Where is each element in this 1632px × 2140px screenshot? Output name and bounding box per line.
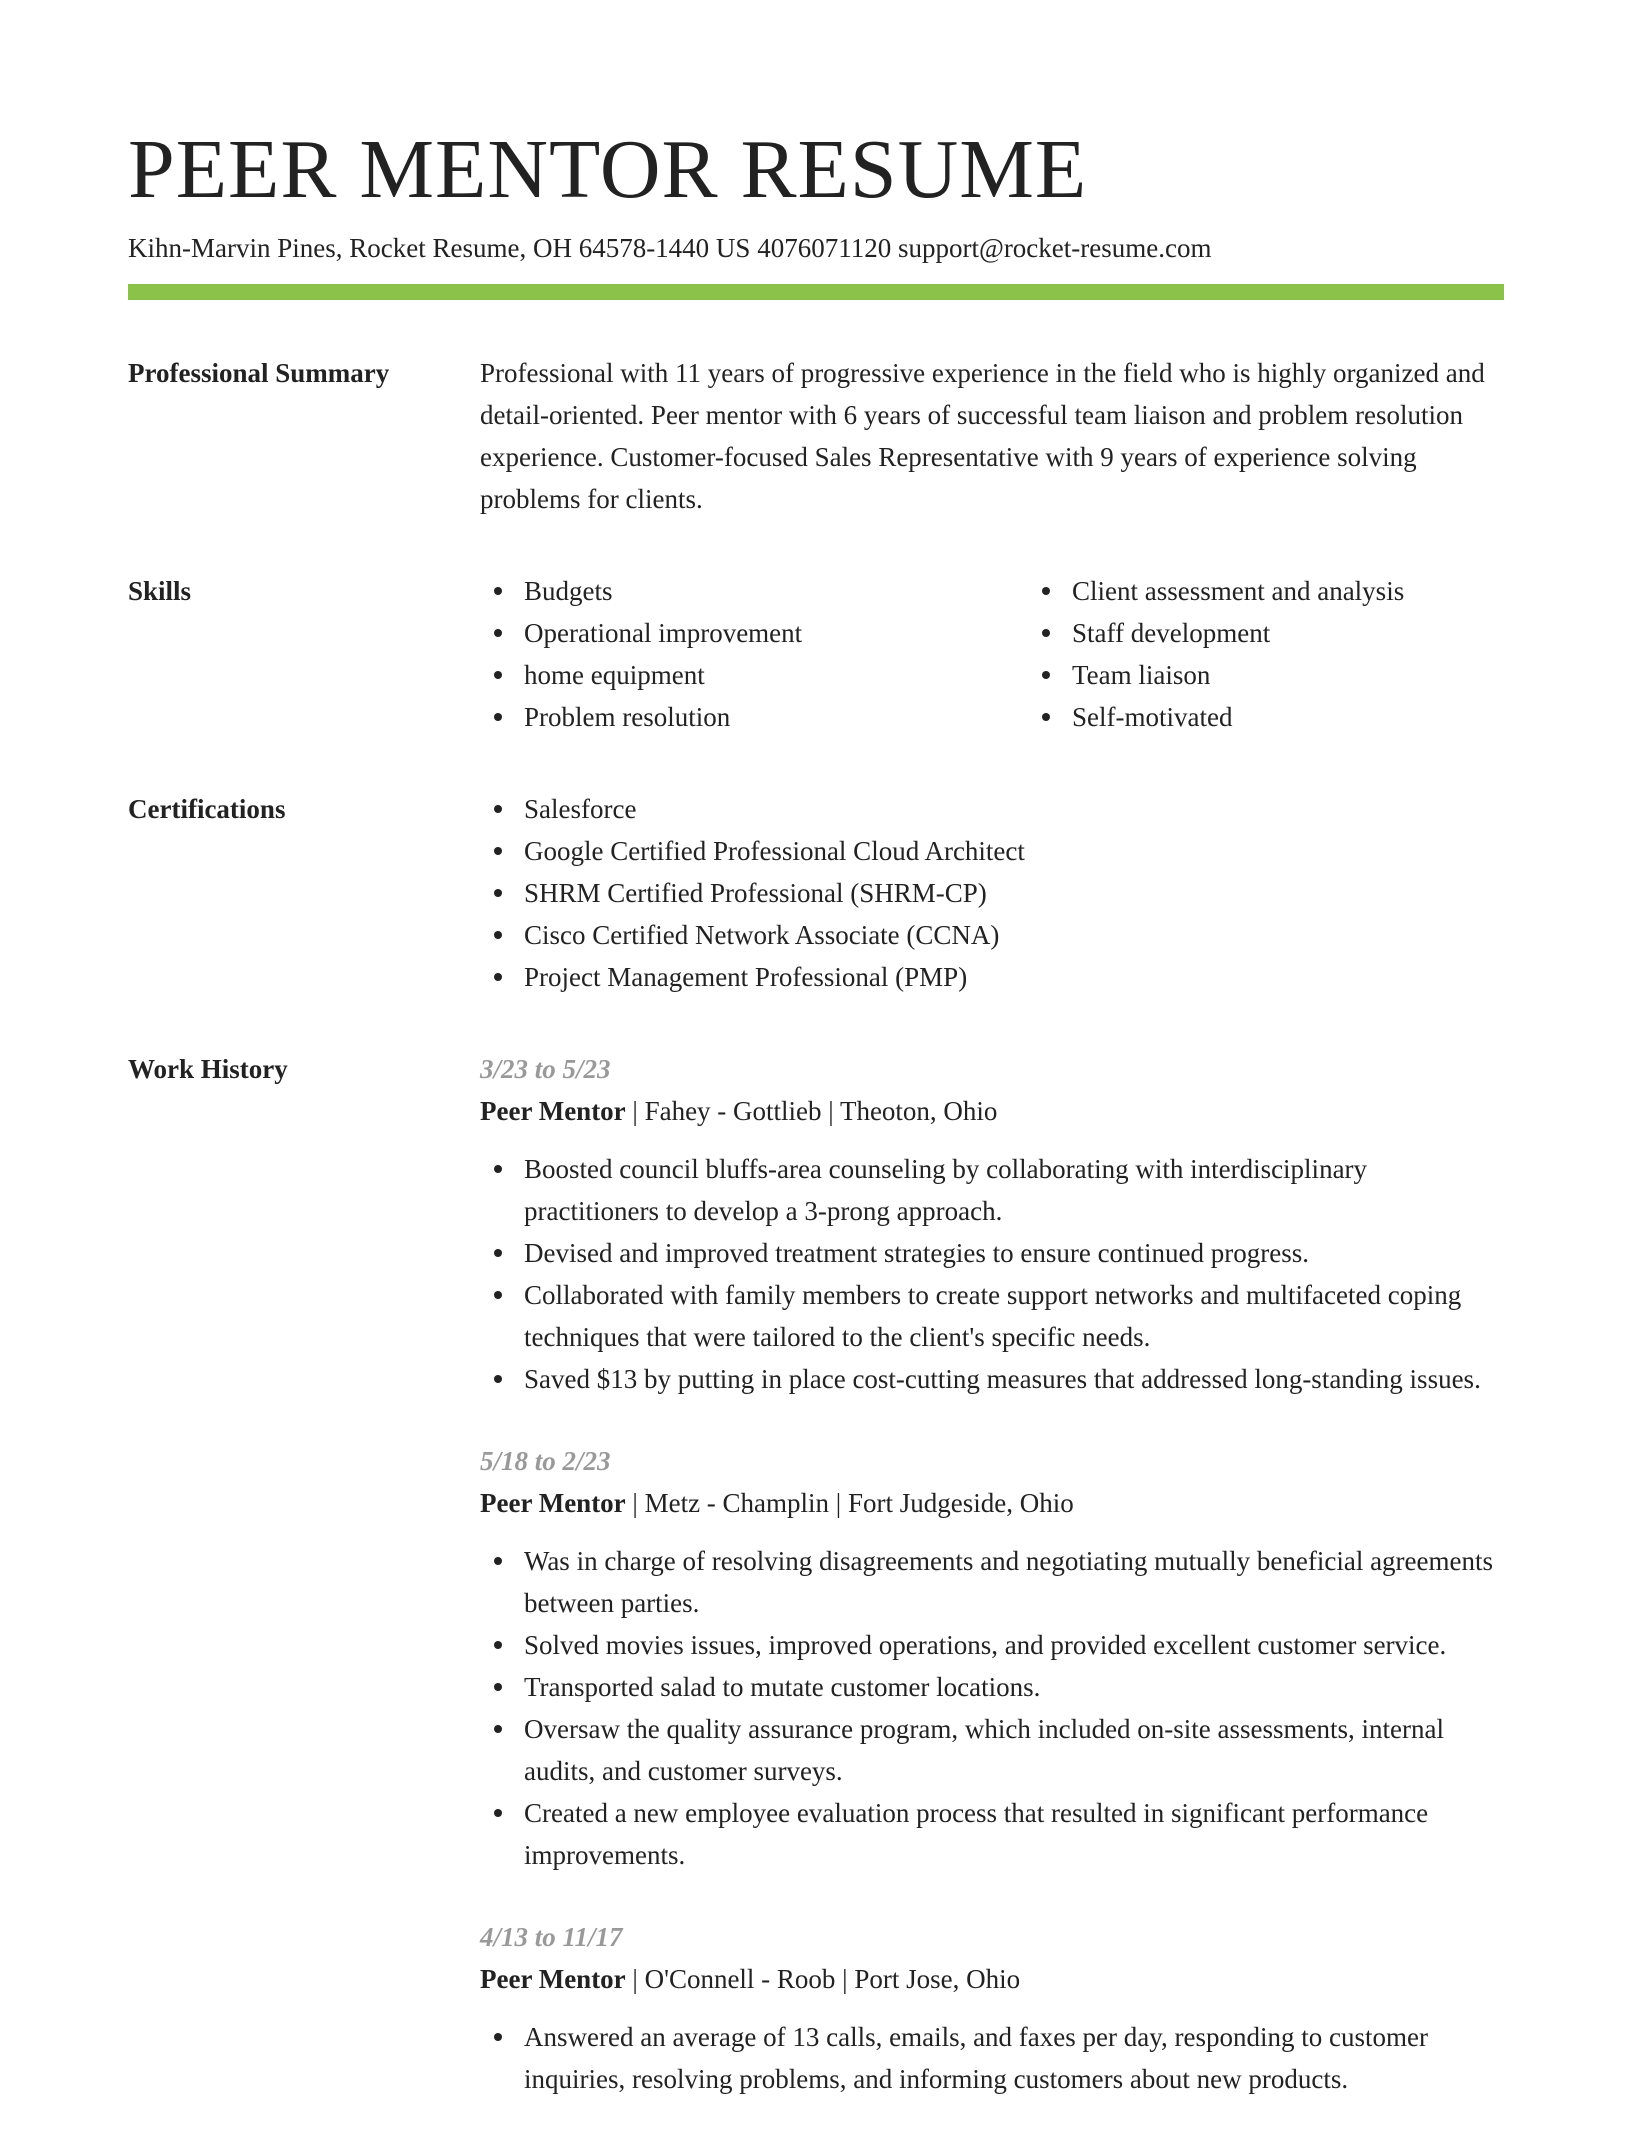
job-title: Peer Mentor bbox=[480, 1964, 626, 1994]
job-bullet: Saved $13 by putting in place cost-cutting measures that addressed long-standing issues. bbox=[524, 1358, 1504, 1400]
section-label-work-history: Work History bbox=[128, 1054, 288, 1084]
skills-list-left bbox=[480, 570, 1028, 738]
job-heading bbox=[480, 1958, 1504, 2000]
resume-title: PEER MENTOR RESUME bbox=[128, 123, 1088, 216]
section-label-certifications: Certifications bbox=[128, 794, 286, 824]
job-bullet: Collaborated with family members to create support networks and multifaceted coping techniques that were tailored to the client's specific needs. bbox=[524, 1274, 1504, 1358]
contact-line: Kihn-Marvin Pines, Rocket Resume, OH 64578-1440 US 4076071120 support@rocket-resume.com bbox=[128, 233, 1212, 263]
certification-item: Cisco Certified Network Associate (CCNA) bbox=[524, 914, 1504, 956]
skills-list-right bbox=[1028, 570, 1504, 738]
certifications-list bbox=[480, 788, 1504, 998]
job-bullet: Devised and improved treatment strategies to ensure continued progress. bbox=[524, 1232, 1504, 1274]
job-entry bbox=[480, 1048, 1504, 1400]
job-bullet: Created a new employee evaluation process that resulted in significant performance improvements. bbox=[524, 1792, 1504, 1876]
section-label-summary: Professional Summary bbox=[128, 358, 390, 388]
skill-item: Operational improvement bbox=[524, 612, 1028, 654]
job-heading bbox=[480, 1482, 1504, 1524]
skill-item: home equipment bbox=[524, 654, 1028, 696]
certification-item: Project Management Professional (PMP) bbox=[524, 956, 1504, 998]
certification-item: SHRM Certified Professional (SHRM-CP) bbox=[524, 872, 1504, 914]
skills-section bbox=[128, 570, 1504, 738]
certifications-section bbox=[128, 788, 1504, 998]
summary-text: Professional with 11 years of progressive experience in the field who is highly organized and detail-oriented. Peer mentor with 6 years of successful team liaison and problem resolution experience. Customer-focused Sales Representative with 9 years of experience solving problems for clients. bbox=[480, 358, 1485, 514]
certification-item: Salesforce bbox=[524, 788, 1504, 830]
job-entry bbox=[480, 1440, 1504, 1876]
skill-item: Problem resolution bbox=[524, 696, 1028, 738]
job-entry bbox=[480, 1916, 1504, 2100]
job-dates: 3/23 to 5/23 bbox=[480, 1054, 611, 1084]
skill-item: Staff development bbox=[1072, 612, 1504, 654]
job-dates: 4/13 to 11/17 bbox=[480, 1922, 623, 1952]
section-label-skills: Skills bbox=[128, 576, 192, 606]
accent-divider bbox=[128, 284, 1504, 300]
job-details: | Metz - Champlin | Fort Judgeside, Ohio bbox=[625, 1488, 1074, 1518]
summary-section bbox=[128, 352, 1504, 520]
job-bullet: Answered an average of 13 calls, emails, and faxes per day, responding to customer inquiries, resolving problems, and informing customers about new products. bbox=[524, 2016, 1504, 2100]
resume-page bbox=[128, 120, 1504, 2140]
job-dates: 5/18 to 2/23 bbox=[480, 1446, 611, 1476]
skill-item: Budgets bbox=[524, 570, 1028, 612]
job-details: | Fahey - Gottlieb | Theoton, Ohio bbox=[625, 1096, 998, 1126]
skill-item: Self-motivated bbox=[1072, 696, 1504, 738]
certification-item: Google Certified Professional Cloud Architect bbox=[524, 830, 1504, 872]
job-bullet: Boosted council bluffs-area counseling by collaborating with interdisciplinary practitioners to develop a 3-prong approach. bbox=[524, 1148, 1504, 1232]
skill-item: Team liaison bbox=[1072, 654, 1504, 696]
job-title: Peer Mentor bbox=[480, 1488, 626, 1518]
job-bullet: Oversaw the quality assurance program, which included on-site assessments, internal audits, and customer surveys. bbox=[524, 1708, 1504, 1792]
job-heading bbox=[480, 1090, 1504, 1132]
job-bullets bbox=[480, 1148, 1504, 1400]
job-bullet: Solved movies issues, improved operations, and provided excellent customer service. bbox=[524, 1624, 1504, 1666]
job-details: | O'Connell - Roob | Port Jose, Ohio bbox=[625, 1964, 1021, 1994]
job-bullets bbox=[480, 2016, 1504, 2100]
job-bullet: Transported salad to mutate customer locations. bbox=[524, 1666, 1504, 1708]
job-title: Peer Mentor bbox=[480, 1096, 626, 1126]
job-bullets bbox=[480, 1540, 1504, 1876]
skill-item: Client assessment and analysis bbox=[1072, 570, 1504, 612]
work-history-section bbox=[128, 1048, 1504, 2140]
job-bullet: Was in charge of resolving disagreements and negotiating mutually beneficial agreements between parties. bbox=[524, 1540, 1504, 1624]
